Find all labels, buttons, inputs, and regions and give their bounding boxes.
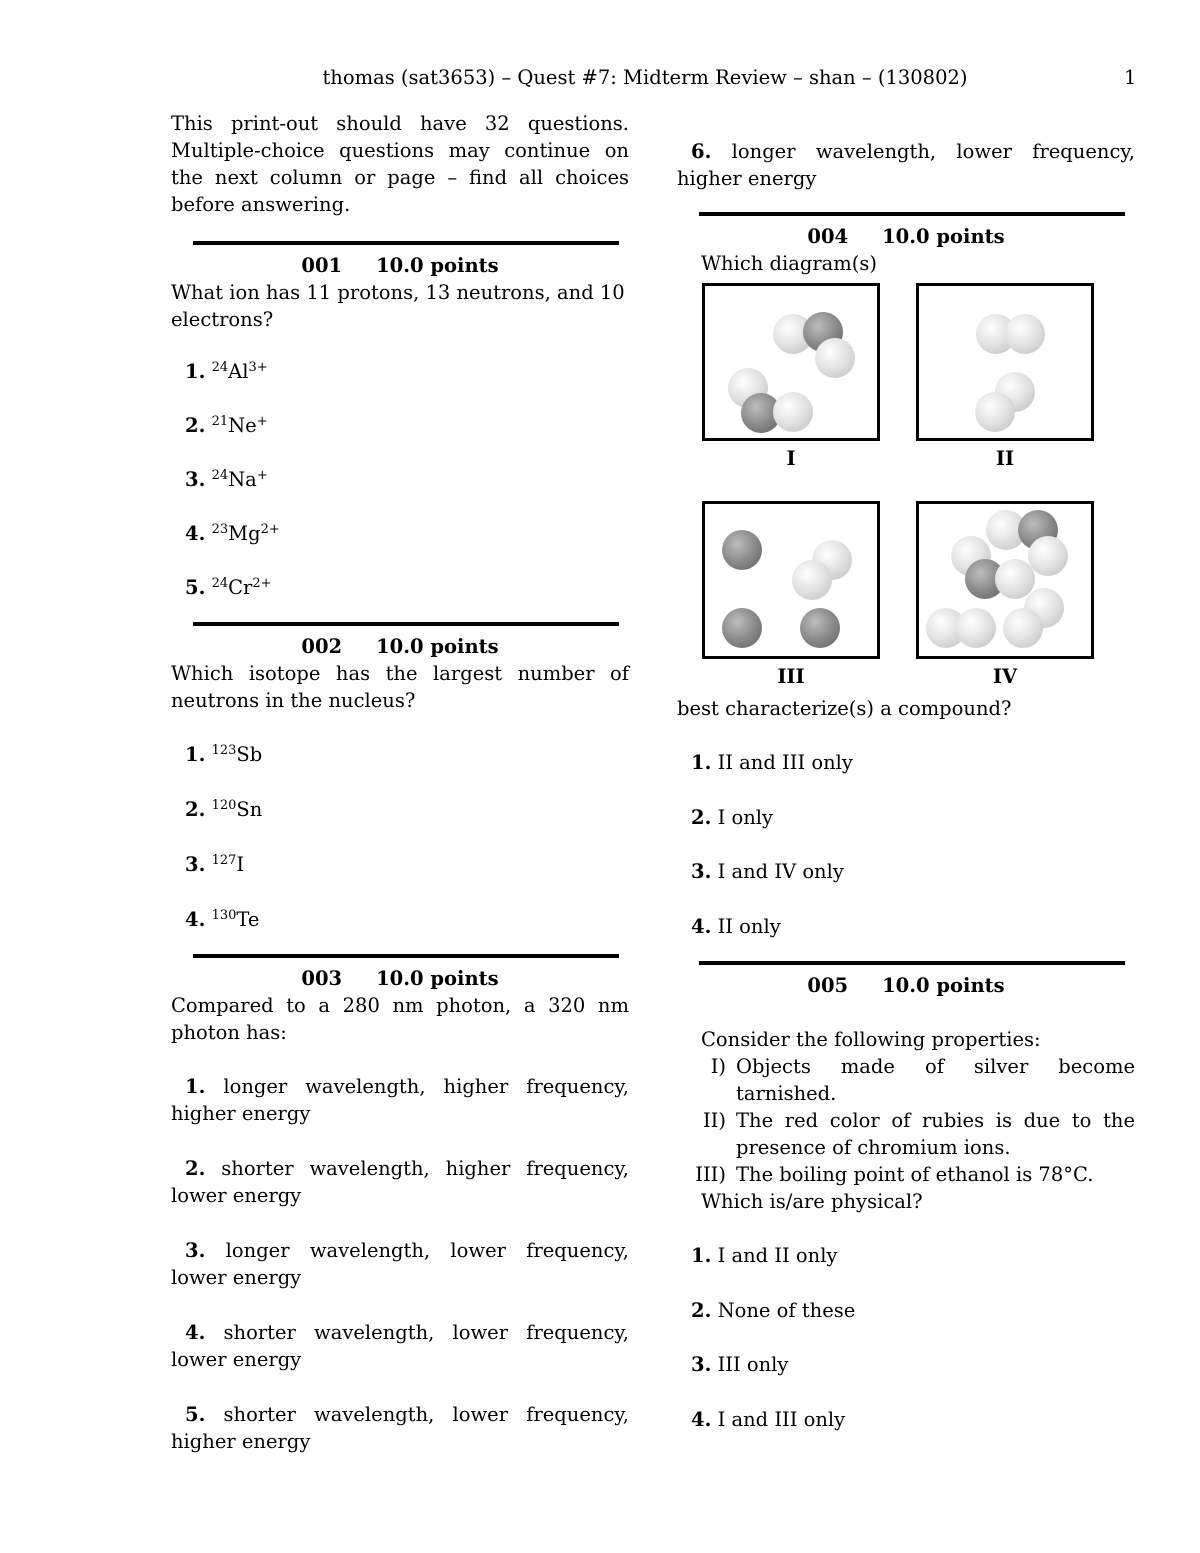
light-atom [792,560,832,600]
molecule-diagrams [677,283,1135,693]
diagram-label-2: II [995,447,1015,470]
q005-question: Which is/are physical? [701,1190,923,1213]
page-number: 1 [1124,66,1137,89]
q001-header [171,252,629,279]
light-atom [1005,314,1045,354]
question-divider [193,622,619,626]
q004-text-after: best characterize(s) a compound? [677,697,1012,720]
q004-header [677,223,1135,250]
q005-choice-2[interactable]: 2. None of these [691,1299,856,1322]
q003-text: Compared to a 280 nm photon, a 320 nm photon has: [171,994,629,1044]
right-column [677,138,1135,1433]
q001-choice-3[interactable]: 3. $^{24}$Na+ [185,468,268,491]
q005-property-2: II) The red color of rubies is due to the presence of chromium ions. [702,1109,1135,1159]
question-divider [193,954,619,958]
q003-number: 003 [301,967,343,990]
dark-atom [800,608,840,648]
q003-choice-2[interactable]: 2. shorter wavelength, higher frequency, lower energy [171,1157,629,1207]
q002-points: 10.0 points [376,635,499,658]
q003-choice-3[interactable]: 3. longer wavelength, lower frequency, lower energy [171,1239,629,1289]
intro-text: This print-out should have 32 questions. Multiple-choice questions may continue on the next column or page – find all choices before answering. [171,112,629,216]
q003-points: 10.0 points [376,967,499,990]
dark-atom [722,608,762,648]
q001-number: 001 [301,254,343,277]
q004-number: 004 [807,225,849,248]
q005-points: 10.0 points [882,974,1005,997]
diagram-box-1 [702,283,880,441]
q003-choice-1[interactable]: 1. longer wavelength, higher frequency, higher energy [171,1075,629,1125]
q005-header [677,972,1135,999]
q002-choice-2[interactable]: 2. $^{120}$Sn [185,798,263,821]
diagram-label-3: III [777,665,805,688]
q001-points: 10.0 points [376,254,499,277]
light-atom [815,338,855,378]
diagram-box-2 [916,283,1094,441]
q003-choice-4[interactable]: 4. shorter wavelength, lower frequency, lower energy [171,1321,629,1371]
q001-choice-5[interactable]: 5. $^{24}Cr^{2+}$ [185,576,272,599]
light-atom [1028,536,1068,576]
diagram-label-4: IV [992,665,1018,688]
question-divider [699,212,1125,216]
q001-choice-2[interactable]: 2. $^{21}$Ne+ [185,414,268,437]
q004-choice-3[interactable]: 3. I and IV only [691,860,844,883]
light-atom [956,608,996,648]
page-header [0,64,1200,94]
q002-number: 002 [301,635,343,658]
q005-choice-1[interactable]: 1. I and II only [691,1244,838,1267]
q002-choice-3[interactable]: 3. $^{127}$I [185,853,245,876]
dark-atom [722,530,762,570]
question-divider [193,241,619,245]
light-atom [975,392,1015,432]
page-title: thomas (sat3653) – Quest #7: Midterm Review – shan – (130802) [322,66,968,89]
q003-header [171,965,629,992]
q005-body [677,1026,1135,1215]
left-column [171,110,629,1455]
q005-property-1: I) Objects made of silver become tarnished. [710,1055,1135,1105]
light-atom [773,392,813,432]
q005-lead: Consider the following properties: [701,1028,1041,1051]
diagram-label-1: I [786,447,796,470]
q004-choice-4[interactable]: 4. II only [691,915,781,938]
q005-property-3: III) The boiling point of ethanol is 78°C. [695,1163,1094,1186]
q004-text-before: Which diagram(s) [701,252,878,275]
diagram-box-4 [916,501,1094,659]
q004-choice-1[interactable]: 1. II and III only [691,751,853,774]
diagram-box-3 [702,501,880,659]
light-atom [1003,608,1043,648]
q002-text: Which isotope has the largest number of neutrons in the nucleus? [171,662,629,712]
q001-choice-1[interactable]: 1. $^{24}Al^{3+}$ [185,360,268,383]
q002-header [171,633,629,660]
q004-choice-2[interactable]: 2. I only [691,806,774,829]
q004-points: 10.0 points [882,225,1005,248]
q003-choice-5[interactable]: 5. shorter wavelength, lower frequency, higher energy [171,1403,629,1453]
q001-choice-4[interactable]: 4. $^{23}Mg^{2+}$ [185,522,280,545]
q002-choice-4[interactable]: 4. $^{130}$Te [185,908,260,931]
q002-choice-1[interactable]: 1. $^{123}$Sb [185,743,263,766]
q001-text: What ion has 11 protons, 13 neutrons, and 10 electrons? [171,281,625,331]
q005-choice-4[interactable]: 4. I and III only [691,1408,846,1431]
q005-choice-3[interactable]: 3. III only [691,1353,789,1376]
question-divider [699,961,1125,965]
q003-choice-6[interactable]: 6. longer wavelength, lower frequency, higher energy [677,140,1135,190]
q005-number: 005 [807,974,849,997]
